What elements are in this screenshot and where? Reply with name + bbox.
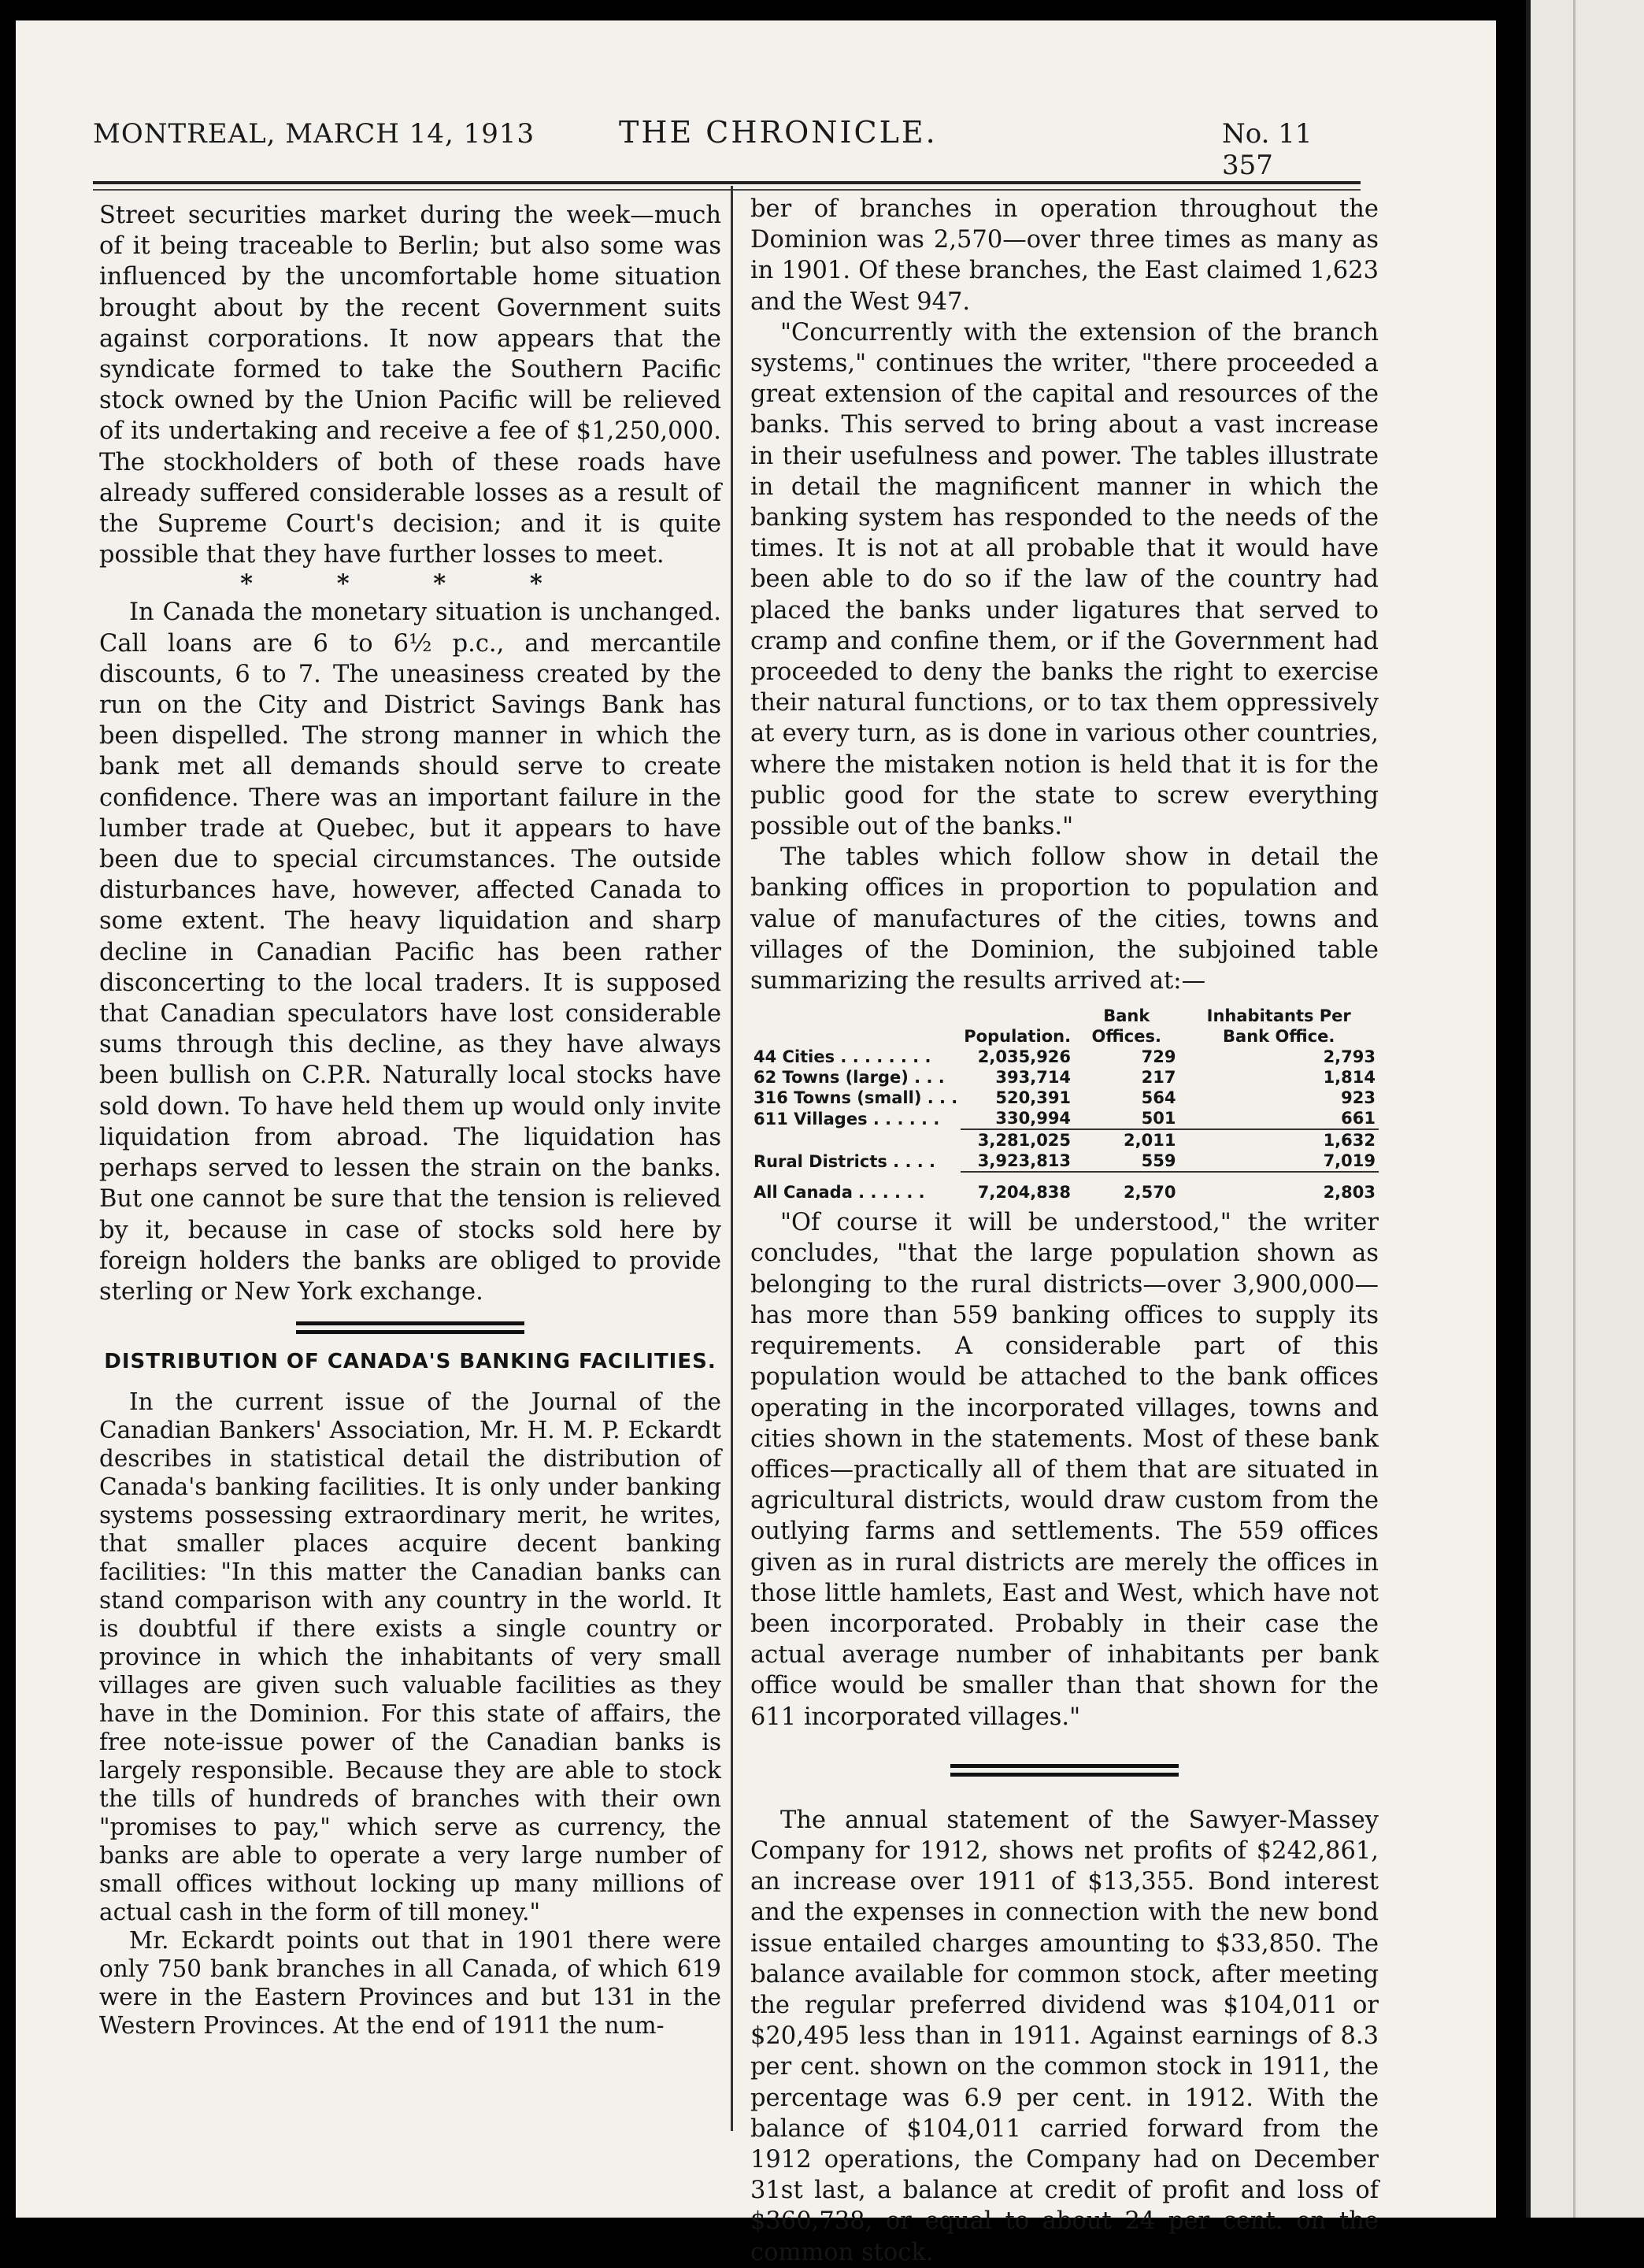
table-cell: 44 Cities . . . . . . . .	[754, 1047, 931, 1067]
canada-monetary-paragraph: In Canada the monetary situation is unchanged. Call loans are 6 to 6½ p.c., and mercantile discounts, 6 to 7. The uneasiness created by the run on the City and District Savings Bank has been dispelled. The strong manner in which the bank met all demands should serve to create confidence. There was an important failure in the lumber trade at Quebec, but it appears to have been due to special circumstances. The outside disturbances have, however, affected Canada to some extent. The heavy liquidation and sharp decline in Canadian Pacific has been rather disconcerting to the local traders. It is supposed that Canadian speculators have lost considerable sums through this decline, as they have always been bullish on C.P.R. Naturally local stocks have sold down. To have held them up would only invite liquidation from abroad. The liquidation has perhaps served to lessen the strain on the banks. But one cannot be sure that the tension is relieved by it, because in case of stocks sold here by foreign holders the banks are obliged to provide sterling or New York exchange.	[99, 598, 721, 1306]
table-cell: 217	[1141, 1068, 1176, 1088]
table-cell: 62 Towns (large) . . .	[754, 1068, 945, 1088]
table-cell: 7,019	[1323, 1151, 1376, 1171]
banking-article	[99, 1388, 721, 2040]
section-stars: * * * *	[240, 569, 580, 598]
table-row	[750, 1108, 1379, 1129]
header-rule-thin	[93, 189, 1361, 191]
sawyer-massey-paragraph: The annual statement of the Sawyer-Massey Company for 1912, shows net profits of $242,861, an increase over 1911 of $13,355. Bond interest and the expenses in connection with the new bond issue entailed charges amounting to $33,850. The balance available for common stock, after meeting the regular preferred dividend was $104,011 or $20,495 less than in 1911. Against earnings of 8.3 per cent. shown on the common stock in 1911, the percentage was 6.9 per cent. in 1912. With the balance of $104,011 carried forward from the 1912 operations, the Company had on December 31st last, a balance at credit of profit and loss of $360,738, or equal to about 24 per cent. on the common stock.	[750, 1806, 1379, 2266]
page-edge	[1526, 0, 1644, 2218]
article-paragraph: "Of course it will be understood," the writer concludes, "that the large population shown as belonging to the rural districts—over 3,900,000—has more than 559 banking offices to supply its requirements. A considerable part of this population would be attached to the bank offices operating in the incorporated villages, towns and cities shown in the statements. Most of these bank offices—practically all of them that are situated in agricultural districts, would draw custom from the outlying farms and settlements. The 559 offices given as in rural districts are merely the offices in those little hamlets, East and West, which have not been incorporated. Probably in their case the actual average number of inhabitants per bank office would be smaller than that shown for the 611 incorporated villages."	[750, 1209, 1379, 1731]
article-paragraph: ber of branches in operation throughout the Dominion was 2,570—over three times as many as in 1901. Of these branches, the East claimed 1,623 and the West 947.	[750, 195, 1379, 316]
article-paragraph: Mr. Eckardt points out that in 1901 there were only 750 bank branches in all Canada, of which 619 were in the Eastern Provinces and but 131 in the Western Provinces. At the end of 1911 the num-	[99, 1927, 721, 2040]
page-header	[79, 102, 1370, 181]
header-issue-page: No. 11 357	[1222, 118, 1313, 181]
table-cell: 3,923,813	[977, 1151, 1072, 1171]
article-paragraph: In the current issue of the Journal of the Canadian Bankers' Association, Mr. H. M. P. Eckardt describes in statistical detail the distribution of Canada's banking facilities. It is only under banking systems possessing extraordinary merit, he writes, that smaller places acquire decent banking facilities: "In this matter the Canadian banks can stand comparison with any country in the world. It is doubtful if there exists a single country or province in which the inhabitants of very small villages are given such valuable facilities as they have in the Dominion. For this state of affairs, the free note-issue power of the Canadian banks is largely responsible. Because they are able to stock the tills of hundreds of branches with their own "promises to pay," which serve as currency, the banks are able to operate a very large number of small offices without locking up many millions of actual cash in the form of till money."	[99, 1388, 721, 1926]
table-cell: 501	[1141, 1109, 1176, 1128]
table-header	[750, 1006, 961, 1047]
table-row	[750, 1151, 1379, 1172]
table-cell: All Canada . . . . . .	[754, 1183, 925, 1203]
header-dateline: MONTREAL, MARCH 14, 1913	[93, 118, 535, 150]
article-headline: DISTRIBUTION OF CANADA'S BANKING FACILITIES.	[104, 1350, 716, 1374]
table-row	[750, 1067, 1379, 1088]
table-header-row	[750, 1006, 1379, 1047]
table-row	[750, 1088, 1379, 1108]
table-header: Bank Offices.	[1091, 1006, 1161, 1047]
table-total-row	[750, 1182, 1379, 1203]
table-cell: 7,204,838	[977, 1183, 1072, 1203]
table-cell: Rural Districts . . . .	[754, 1151, 936, 1171]
column-divider	[731, 186, 733, 2131]
table-cell: 661	[1341, 1109, 1376, 1128]
table-cell: 3,281,025	[961, 1129, 1074, 1151]
header-rule	[93, 181, 1361, 184]
table-cell	[750, 1129, 961, 1151]
table-cell: 2,803	[1323, 1183, 1376, 1203]
table-cell: 520,391	[995, 1088, 1072, 1108]
left-column	[99, 200, 721, 2040]
table-cell: 1,632	[1179, 1129, 1379, 1151]
article-paragraph: "Concurrently with the extension of the branch systems," continues the writer, "there proceeded a great extension of the capital and resources of the banks. This served to bring about a vast increase in their usefulness and power. The tables illustrate in detail the magnificent manner in which the banking system has responded to the needs of the times. It is not at all probable that it would have been able to do so if the law of the country had placed the banks under ligatures that served to cramp and confine them, or if the Government had proceeded to deny the banks the right to exercise their natural functions, or to tax them oppressively at every turn, as is done in various other countries, where the mistaken notion is held that it is for the public good for the state to screw everything possible out of the banks."	[750, 318, 1379, 841]
table-cell: 564	[1141, 1088, 1176, 1108]
market-paragraph: Street securities market during the week—much of it being traceable to Berlin; but also some was influenced by the uncomfortable home situation brought about by the recent Government suits against corporations. It now appears that the syndicate formed to take the Southern Pacific stock owned by the Union Pacific will be relieved of its undertaking and receive a fee of $1,250,000. The stockholders of both of these roads have already suffered considerable losses as a result of the Supreme Court's decision; and it is quite possible that they have further losses to meet.	[99, 202, 721, 569]
masthead-title: THE CHRONICLE.	[619, 115, 938, 150]
table-header: Inhabitants Per Bank Office.	[1206, 1006, 1351, 1047]
table-cell: 923	[1341, 1088, 1376, 1108]
table-cell: 2,570	[1124, 1183, 1176, 1203]
table-cell: 330,994	[995, 1109, 1072, 1128]
section-double-rule	[950, 1764, 1179, 1777]
table-cell: 2,011	[1074, 1129, 1179, 1151]
section-double-rule	[296, 1321, 524, 1334]
table-cell: 729	[1141, 1047, 1176, 1067]
article-paragraph: The tables which follow show in detail the banking offices in proportion to population and value of manufactures of the cities, towns and villages of the Dominion, the subjoined table summarizing the results arrived at:—	[750, 843, 1379, 995]
right-column	[750, 194, 1379, 2268]
table-cell: 611 Villages . . . . . .	[754, 1109, 940, 1128]
banking-statistics-table	[750, 1006, 1379, 1203]
table-cell: 316 Towns (small) . . .	[754, 1088, 958, 1108]
table-row	[750, 1047, 1379, 1067]
table-cell: 2,035,926	[977, 1047, 1072, 1067]
table-header: Population.	[964, 1027, 1072, 1047]
table-cell: 559	[1141, 1151, 1176, 1171]
table-cell: 393,714	[995, 1068, 1072, 1088]
table-cell: 1,814	[1323, 1068, 1376, 1088]
table-cell: 2,793	[1323, 1047, 1376, 1067]
table-subtotal-row	[750, 1129, 1379, 1151]
